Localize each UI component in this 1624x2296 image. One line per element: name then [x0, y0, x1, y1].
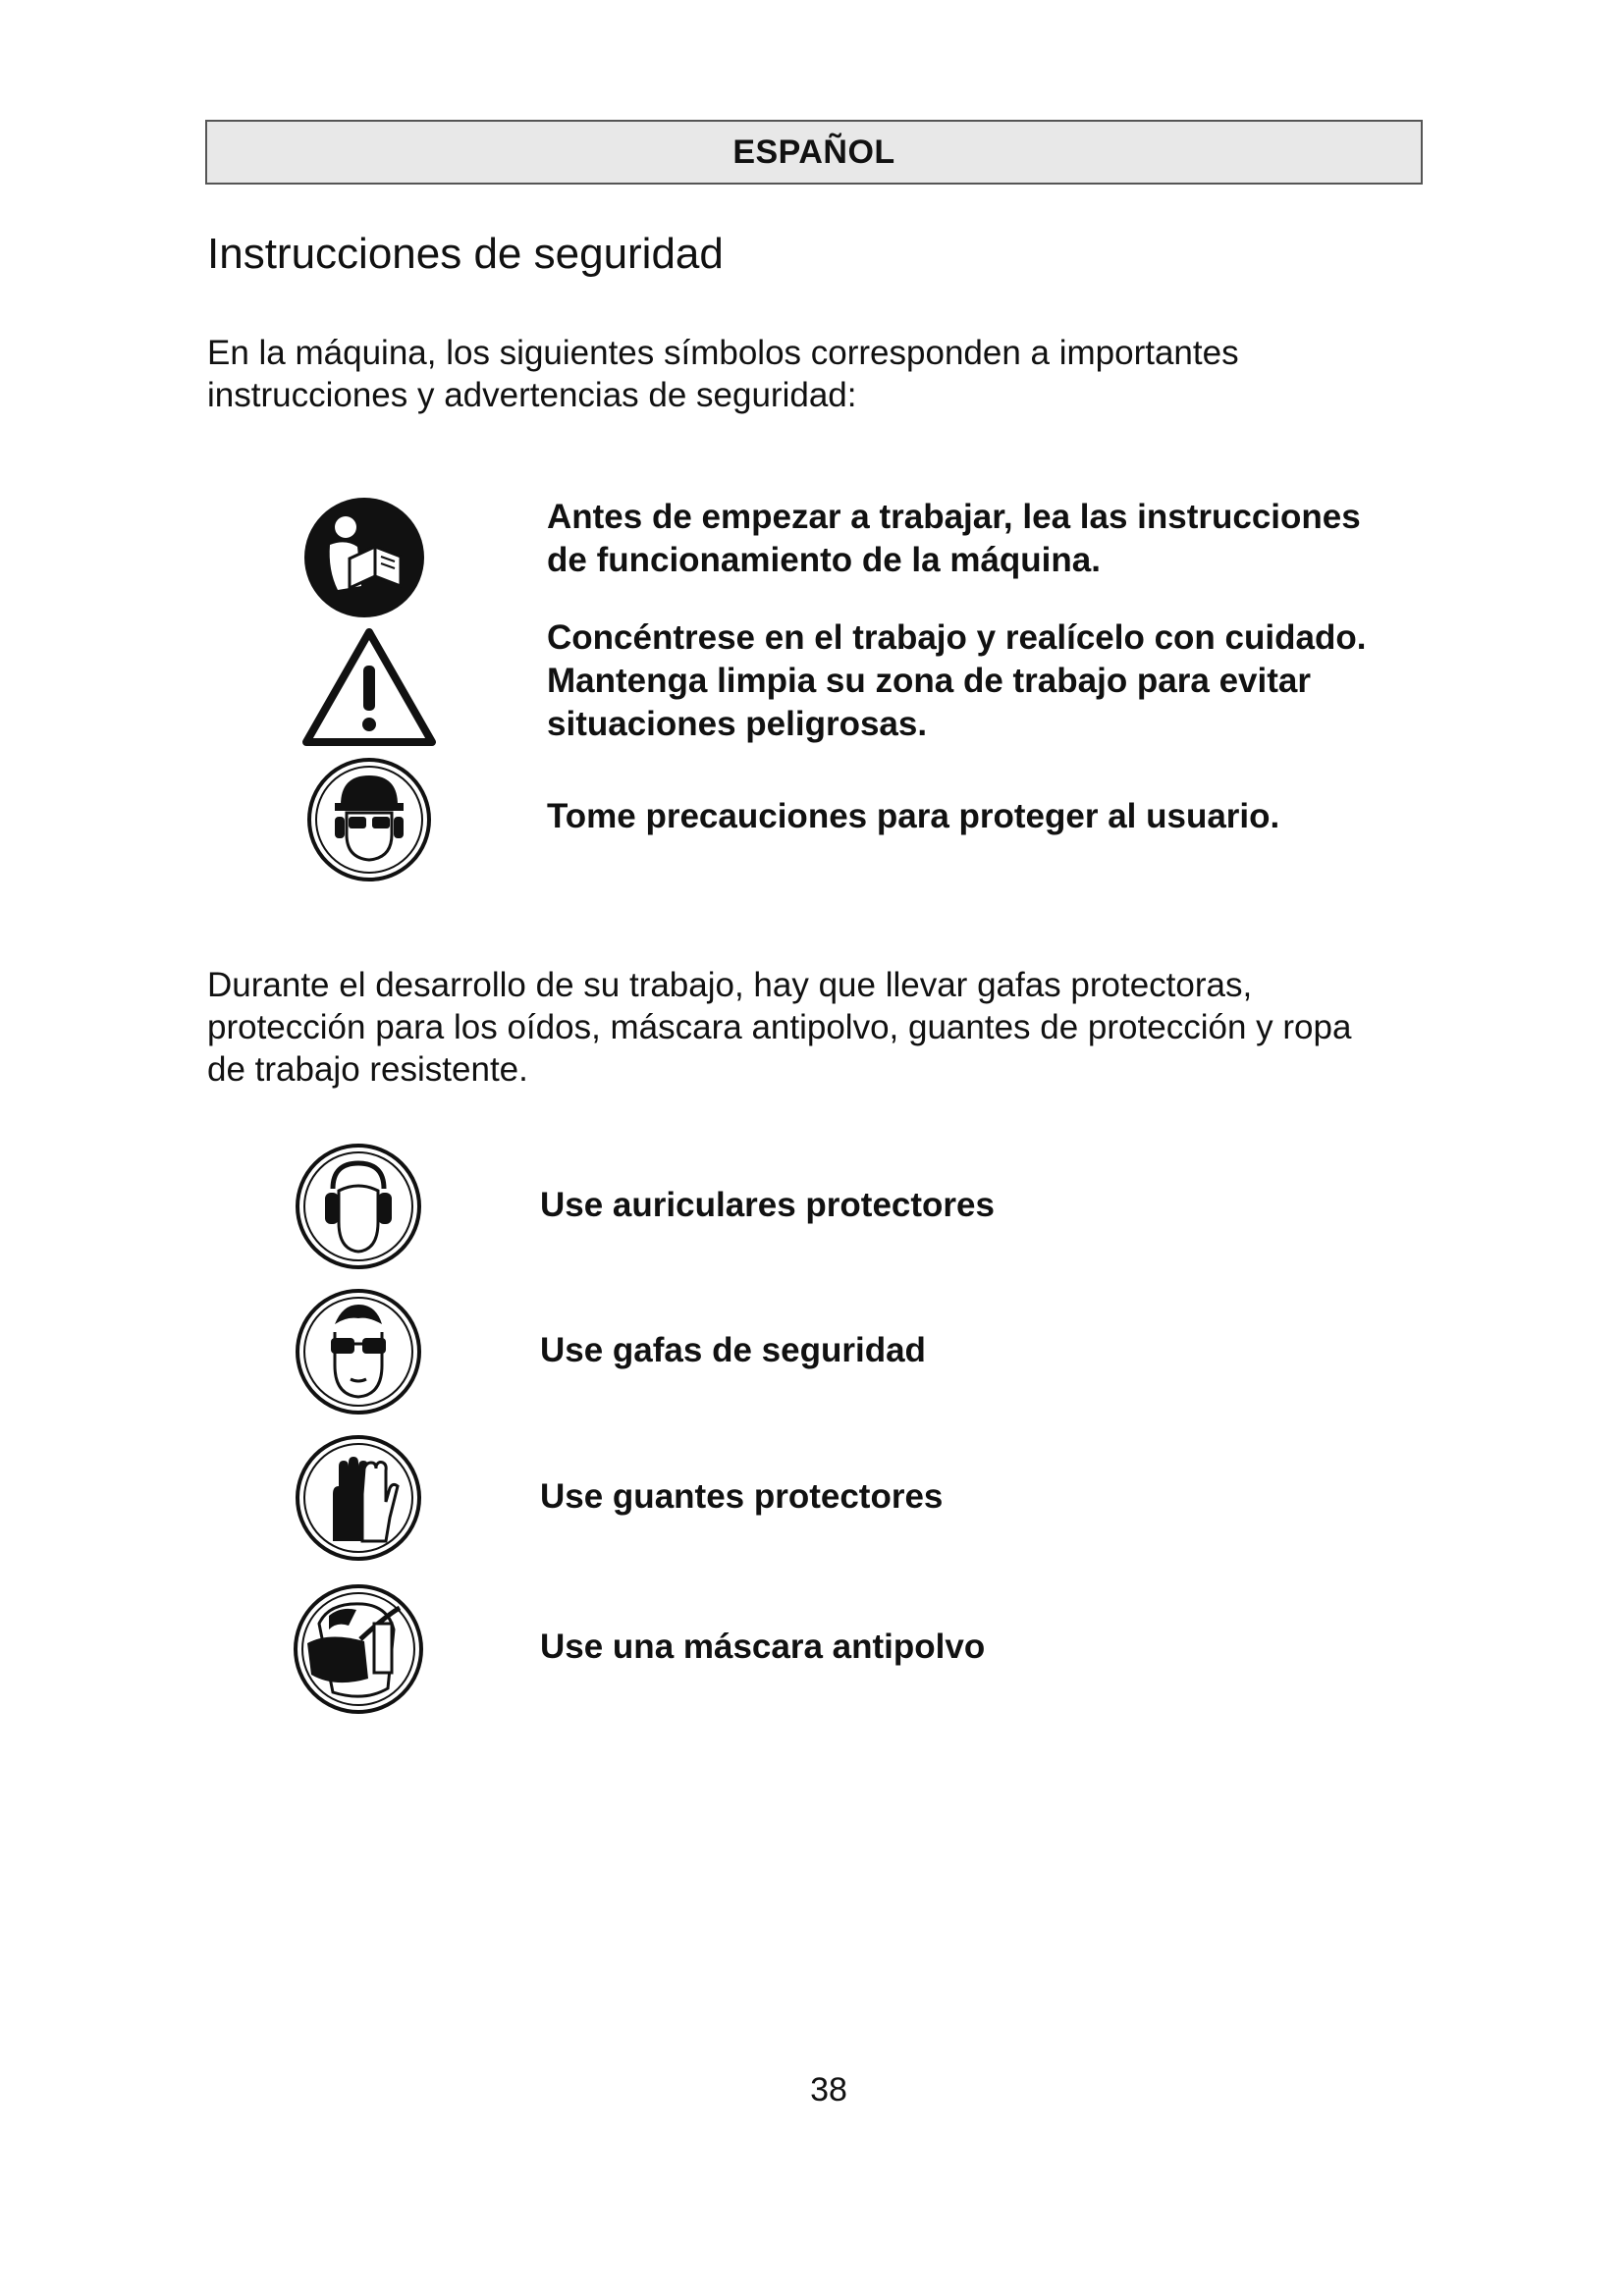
ppe-label-safety-glasses: Use gafas de seguridad — [540, 1331, 926, 1369]
section-title: Instrucciones de seguridad — [207, 230, 724, 278]
ppe-label-dust-mask: Use una máscara antipolvo — [540, 1628, 986, 1666]
ear-protection-icon — [294, 1142, 423, 1271]
paragraph-line: Durante el desarrollo de su trabajo, hay que llevar gafas protectoras, — [207, 966, 1253, 1004]
symbol-line: Concéntrese en el trabajo y realícelo con cuidado. — [547, 618, 1367, 657]
gloves-icon — [294, 1433, 423, 1563]
ppe-label-ear-protection: Use auriculares protectores — [540, 1186, 995, 1224]
symbol-line: situaciones peligrosas. — [547, 705, 928, 743]
symbol-text-warning — [547, 616, 1366, 746]
intro-paragraph — [207, 332, 1425, 416]
language-header — [205, 120, 1423, 185]
user-protection-icon — [305, 756, 433, 883]
read-manual-icon — [302, 496, 426, 619]
language-label: ESPAÑOL — [732, 133, 895, 171]
warning-icon — [300, 626, 438, 748]
dust-mask-icon — [290, 1580, 427, 1718]
safety-glasses-icon — [294, 1287, 423, 1416]
symbol-line: Antes de empezar a trabajar, lea las instrucciones — [547, 498, 1361, 536]
paragraph-line: de trabajo resistente. — [207, 1050, 528, 1089]
symbol-text-read-manual — [547, 496, 1361, 582]
intro-line: instrucciones y advertencias de seguridad: — [207, 376, 857, 414]
symbol-line: de funcionamiento de la máquina. — [547, 541, 1101, 579]
page-number: 38 — [810, 2071, 847, 2109]
ppe-paragraph — [207, 964, 1435, 1091]
symbol-line: Mantenga limpia su zona de trabajo para evitar — [547, 662, 1311, 700]
paragraph-line: protección para los oídos, máscara antipolvo, guantes de protección y ropa — [207, 1008, 1352, 1046]
ppe-label-gloves: Use guantes protectores — [540, 1477, 944, 1516]
intro-line: En la máquina, los siguientes símbolos corresponden a importantes — [207, 334, 1239, 372]
symbol-line: Tome precauciones para proteger al usuario. — [547, 797, 1280, 835]
symbol-text-user-protection — [547, 795, 1279, 838]
